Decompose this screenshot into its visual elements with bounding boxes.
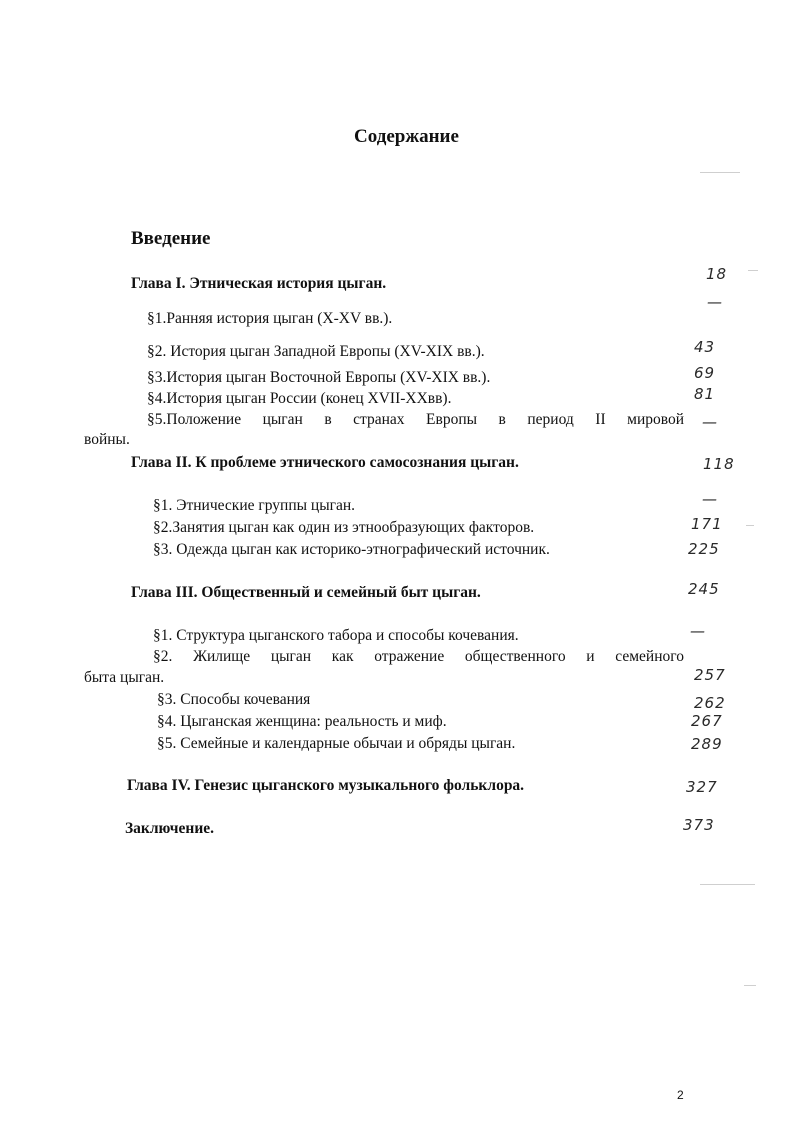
chapter-3-title: Глава III. Общественный и семейный быт цыган. (131, 584, 481, 601)
section-1-5-line-1: §5.Положение цыган в странах Европы в период II мировой (147, 411, 684, 428)
section-1-2-page: 43 (694, 338, 716, 356)
section-1-3-page: 69 (694, 364, 716, 382)
section-3-5: §5. Семейные и календарные обычаи и обряды цыган. (157, 735, 516, 752)
chapter-1-page: 18 (706, 265, 728, 283)
chapter-2-page: 118 (703, 455, 735, 473)
chapter-1-title: Глава I. Этническая история цыган. (131, 275, 387, 292)
section-3-1: §1. Структура цыганского табора и способы кочевания. (153, 627, 519, 644)
section-2-1-page: — (702, 490, 718, 508)
page-number: 2 (677, 1088, 684, 1102)
section-3-4-page: 267 (691, 712, 723, 730)
conclusion-title: Заключение. (125, 820, 215, 837)
section-3-5-page: 289 (691, 735, 723, 753)
section-2-1: §1. Этнические группы цыган. (153, 497, 356, 514)
section-3-2-line-2: быта цыган. (84, 669, 165, 686)
scan-speck (700, 884, 755, 885)
section-2-2: §2.Занятия цыган как один из этнообразующих факторов. (153, 519, 535, 536)
section-1-4-page: 81 (694, 385, 716, 403)
section-3-4: §4. Цыганская женщина: реальность и миф. (157, 713, 447, 730)
section-3-1-page: — (690, 622, 706, 640)
intro-heading: Введение (131, 228, 211, 249)
section-1-5-line-2: войны. (84, 431, 130, 448)
section-2-3: §3. Одежда цыган как историко-этнографический источник. (153, 541, 550, 558)
conclusion-page: 373 (683, 816, 715, 834)
section-2-3-page: 225 (688, 540, 720, 558)
scan-speck (746, 525, 754, 526)
section-2-2-page: 171 (691, 515, 723, 533)
chapter-4-page: 327 (686, 778, 718, 796)
section-3-2-line-1: §2. Жилище цыган как отражение общественного и семейного (153, 648, 684, 665)
section-1-2: §2. История цыган Западной Европы (XV-XIX вв.). (147, 343, 485, 360)
section-1-5-page: — (702, 413, 718, 431)
section-3-3-page: 262 (694, 694, 726, 712)
chapter-4-title: Глава IV. Генезис цыганского музыкального фольклора. (127, 777, 525, 794)
section-1-1: §1.Ранняя история цыган (X-XV вв.). (147, 310, 393, 327)
chapter-3-page: 245 (688, 580, 720, 598)
scan-speck (744, 985, 756, 986)
chapter-2-title: Глава II. К проблеме этнического самосознания цыган. (131, 454, 519, 471)
section-1-4: §4.История цыган России (конец XVII-XXвв). (147, 390, 452, 407)
scan-speck (700, 172, 740, 173)
page-title: Содержание (354, 126, 459, 147)
scan-speck (748, 270, 758, 271)
section-3-3: §3. Способы кочевания (157, 691, 311, 708)
section-3-2-page: 257 (694, 666, 726, 684)
section-1-3: §3.История цыган Восточной Европы (XV-XIX вв.). (147, 369, 491, 386)
section-1-1-page: — (707, 293, 723, 311)
